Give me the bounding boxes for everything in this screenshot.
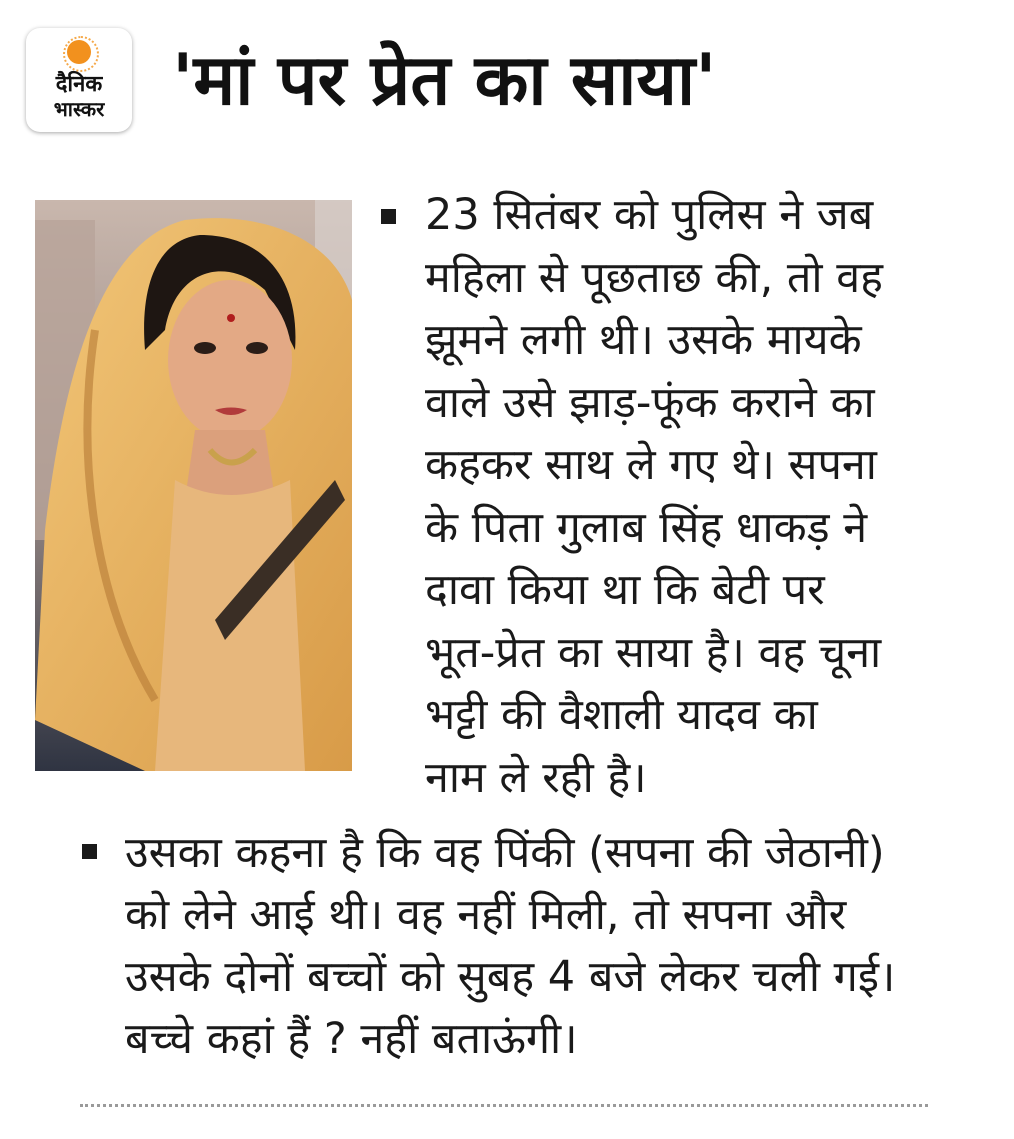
- paragraph-1-line: कहकर साथ ले गए थे। सपना: [425, 440, 877, 490]
- paragraph-2-line: को लेने आई थी। वह नहीं मिली, तो सपना और: [125, 890, 847, 940]
- paragraph-1-line: के पिता गुलाब सिंह धाकड़ ने: [425, 502, 868, 553]
- woman-photo: [35, 200, 352, 771]
- paragraph-1-line: वाले उसे झाड़-फूंक कराने का: [425, 377, 875, 428]
- logo-text-line1: दैनिक: [55, 72, 103, 97]
- bullet-icon: [82, 844, 97, 859]
- paragraph-1-line: भट्टी की वैशाली यादव का: [425, 690, 818, 740]
- paragraph-1-line: झूमने लगी थी। उसके मायके: [425, 315, 862, 365]
- paragraph-2: [125, 822, 965, 1070]
- dotted-divider: [80, 1104, 928, 1107]
- dainik-bhaskar-logo: [26, 28, 132, 132]
- paragraph-1-line: नाम ले रही है।: [425, 752, 647, 803]
- headline: 'मां पर प्रेत का साया': [172, 39, 717, 121]
- paragraph-1-line: भूत-प्रेत का साया है। वह चूना: [425, 627, 882, 678]
- woman-photo-illustration: [35, 200, 352, 771]
- paragraph-2-line: उसका कहना है कि वह पिंकी (सपना की जेठानी): [125, 828, 885, 878]
- paragraph-2-line: उसके दोनों बच्चों को सुबह 4 बजे लेकर चली गई।: [125, 952, 896, 1002]
- paragraph-1-line: दावा किया था कि बेटी पर: [425, 565, 825, 615]
- paragraph-1-line: 23 सितंबर को पुलिस ने जब: [425, 190, 874, 240]
- paragraph-1-line: महिला से पूछताछ की, तो वह: [425, 252, 883, 303]
- logo-text-line2: भास्कर: [53, 97, 105, 121]
- bullet-icon: [381, 209, 396, 224]
- sun-icon: [67, 40, 91, 64]
- paragraph-1: [425, 184, 945, 809]
- paragraph-2-line: बच्चे कहां हैं ? नहीं बताऊंगी।: [125, 1014, 578, 1064]
